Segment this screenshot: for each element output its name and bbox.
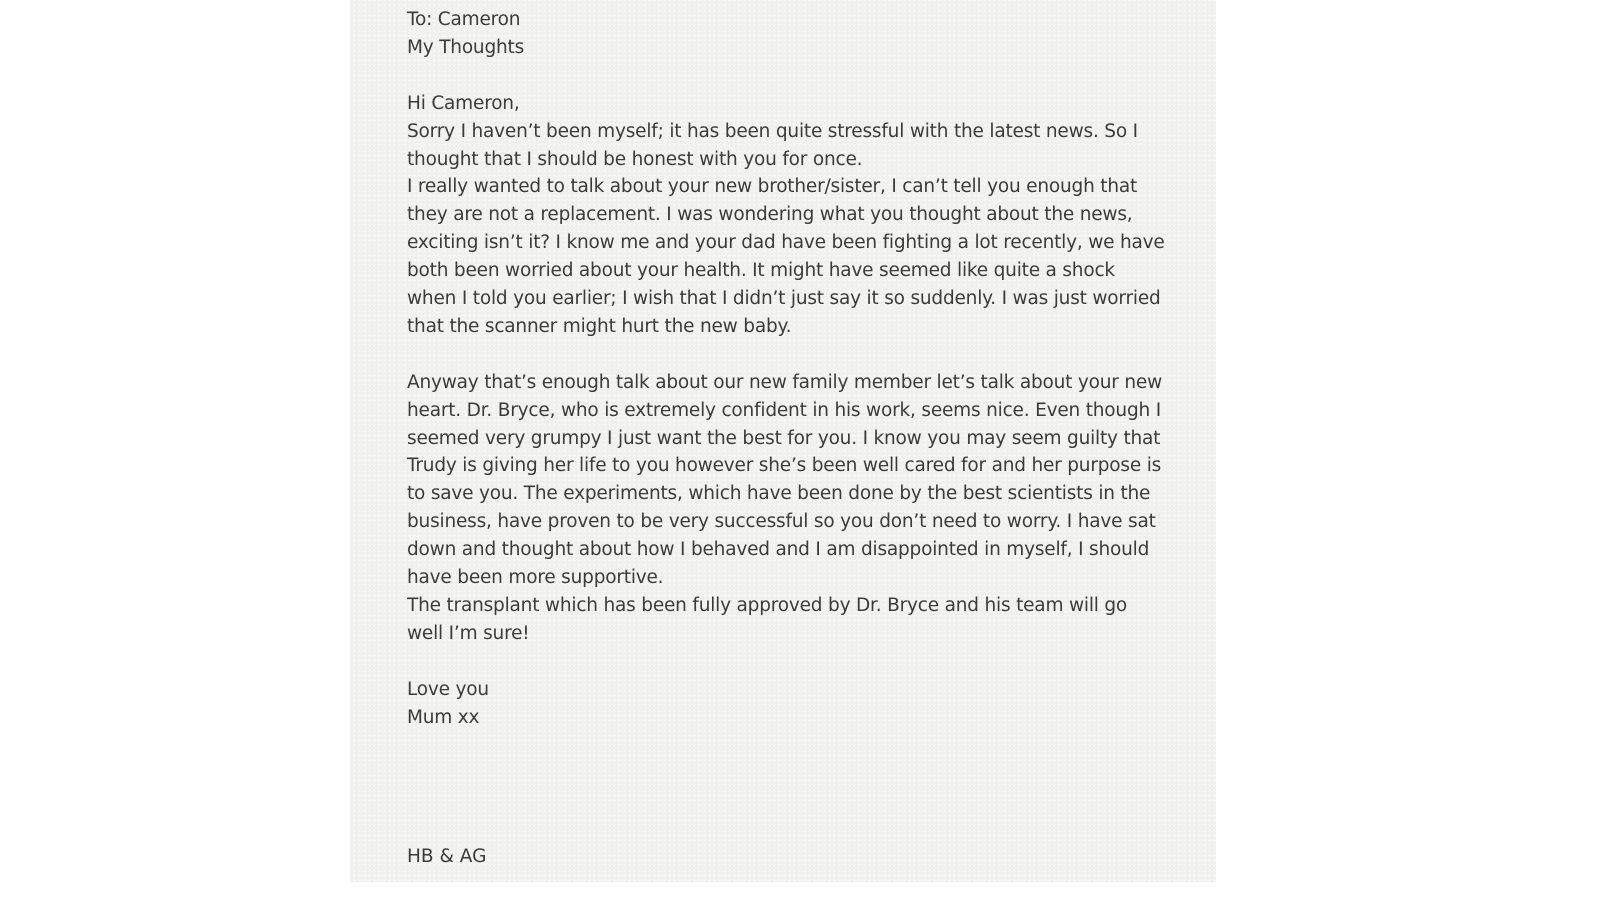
spacer (407, 648, 1167, 676)
closing: Love you (407, 678, 489, 700)
paragraph-apology: Sorry I haven’t been myself; it has been quite stressful with the latest news. So I thought that I should be honest with you for once. (407, 120, 1138, 170)
letter-paper (350, 0, 1216, 882)
recipient-line: To: Cameron (407, 9, 521, 30)
paragraph-heart: Anyway that’s enough talk about our new family member let’s talk about your new heart. Dr. Bryce, who is extremely confident in his work, seems nice. Even though I seemed very grumpy I just want the best for you. I know you may seem guilty that Trudy is giving her life to you however she’s been well cared for and her purpose is to save you. The experiments, which have been done by the best scientists in the business, have proven to be very successful so you don’t need to worry. I have sat down and thought about how I behaved and I am disappointed in myself, I should have been more supportive. (407, 371, 1163, 589)
spacer (407, 62, 1167, 90)
authors-initials: HB & AG (407, 846, 487, 867)
signature: Mum xx (407, 706, 480, 728)
letter-body (407, 6, 1167, 732)
paragraph-transplant: The transplant which has been fully approved by Dr. Bryce and his team will go well I’m sure! (407, 595, 1128, 644)
authors-credit (407, 843, 486, 871)
greeting: Hi Cameron, (407, 92, 520, 114)
letter-title: My Thoughts (407, 36, 525, 58)
paragraph-sibling: I really wanted to talk about your new brother/sister, I can’t tell you enough that they are not a replacement. I was wondering what you thought about the news, exciting isn’t it? I know me and your dad have been fighting a lot recently, we have both been worried about your health. It might have seemed like quite a shock when I told you earlier; I wish that I didn’t just say it so suddenly. I was just worried that the scanner might hurt the new baby. (407, 176, 1165, 337)
spacer (407, 341, 1167, 369)
